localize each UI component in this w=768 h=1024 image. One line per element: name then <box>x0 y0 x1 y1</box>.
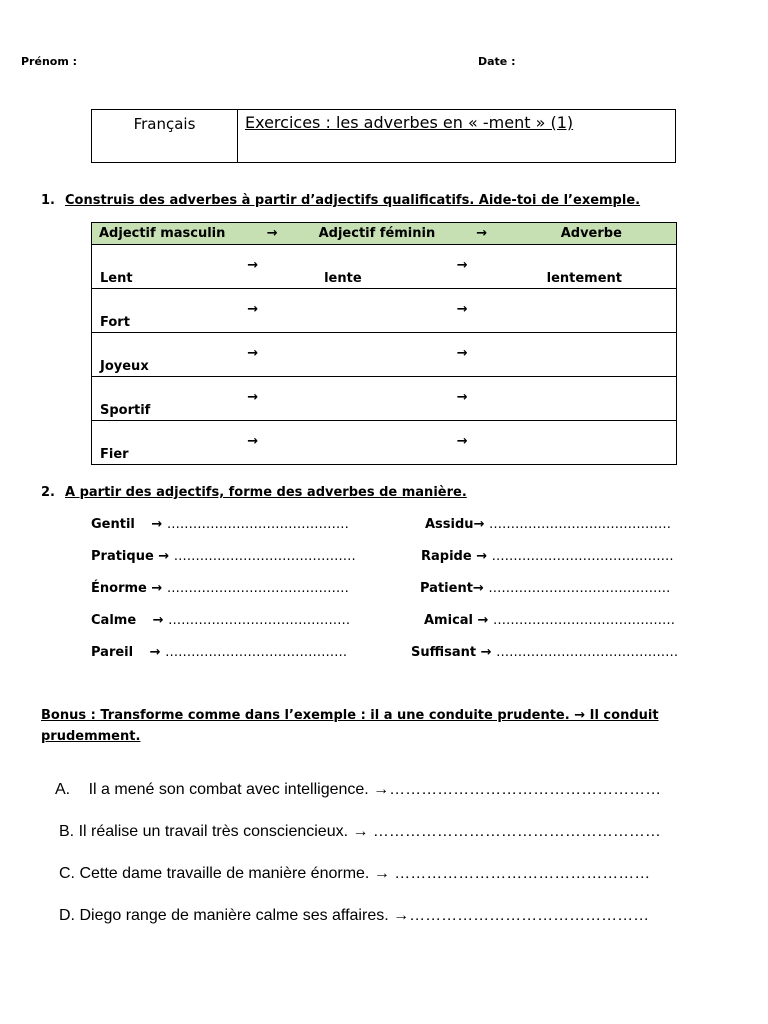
answer-blank[interactable]: …………………………………… <box>166 581 349 596</box>
adjective-label: Gentil <box>91 517 135 532</box>
arrow-icon: → <box>477 613 489 628</box>
feminine-cell[interactable] <box>297 333 457 377</box>
arrow-icon: → <box>476 549 488 564</box>
bonus-instruction: Bonus : Transforme comme dans l’exemple : il a une conduite prudente. → Il conduit prudemment. <box>41 708 659 744</box>
masculine-cell: Fier <box>92 421 248 465</box>
table-row <box>92 245 677 289</box>
answer-blank[interactable]: …………………………………… <box>496 645 679 660</box>
adjective-label: Calme <box>91 613 137 628</box>
list-item <box>91 549 356 564</box>
adverb-cell[interactable] <box>507 421 677 465</box>
adverb-cell: lentement <box>507 245 677 289</box>
answer-blank[interactable]: …………………………………… <box>492 613 675 628</box>
sentence-item <box>59 823 661 841</box>
arrow-icon: → <box>472 581 484 596</box>
sentence-item <box>55 781 661 799</box>
sentence-text[interactable]: Diego range de manière calme ses affaires. →……………………………………… <box>79 907 650 924</box>
arrow-icon: → <box>247 289 297 333</box>
arrow-icon: → <box>457 377 507 421</box>
adjective-label: Assidu <box>425 517 474 532</box>
page-title: Exercices : les adverbes en « -ment » (1) <box>245 113 574 132</box>
sentence-letter: C. <box>59 865 75 882</box>
feminine-cell[interactable] <box>297 421 457 465</box>
adjective-label: Pratique <box>91 549 154 564</box>
list-item <box>420 581 670 596</box>
sentence-item <box>59 907 649 925</box>
adjective-label: Rapide <box>421 549 472 564</box>
table-row <box>92 333 677 377</box>
feminine-cell[interactable] <box>297 289 457 333</box>
list-item <box>91 645 347 660</box>
column-header: Adjectif masculin <box>92 223 248 245</box>
arrow-icon: → <box>457 421 507 465</box>
feminine-cell[interactable] <box>297 377 457 421</box>
arrow-icon: → <box>158 549 170 564</box>
adverb-cell[interactable] <box>507 289 677 333</box>
table-row <box>92 289 677 333</box>
sentence-letter: B. <box>59 823 75 840</box>
masculine-cell: Fort <box>92 289 248 333</box>
sentence-item <box>59 865 650 883</box>
arrow-icon: → <box>247 245 297 289</box>
sentence-text[interactable]: Il réalise un travail très consciencieux. → ……………………………………………… <box>78 823 661 840</box>
arrow-icon: → <box>480 645 492 660</box>
date-label: Date : <box>478 55 516 68</box>
sentence-text[interactable]: Il a mené son combat avec intelligence. →…………………………………………… <box>88 781 662 798</box>
list-item <box>424 613 675 628</box>
subject-label: Français <box>92 110 238 162</box>
adjective-label: Pareil <box>91 645 134 660</box>
sentence-letter: A. <box>55 781 71 798</box>
answer-blank[interactable]: …………………………………… <box>168 613 351 628</box>
sentence-letter: D. <box>59 907 75 924</box>
arrow-icon: → <box>151 581 163 596</box>
exercise1-instruction: Construis des adverbes à partir d’adjectifs qualificatifs. Aide-toi de l’exemple. <box>65 193 641 208</box>
masculine-cell: Lent <box>92 245 248 289</box>
answer-blank[interactable]: …………………………………… <box>489 517 671 532</box>
arrow-icon: → <box>457 223 507 245</box>
adjective-label: Énorme <box>91 581 147 596</box>
title-box <box>91 109 676 163</box>
list-item <box>91 581 349 596</box>
arrow-icon: → <box>457 289 507 333</box>
list-item <box>421 549 674 564</box>
arrow-icon: → <box>247 421 297 465</box>
list-item <box>91 613 350 628</box>
answer-blank[interactable]: …………………………………… <box>165 645 348 660</box>
answer-blank[interactable]: …………………………………… <box>488 581 671 596</box>
answer-blank[interactable]: …………………………………… <box>166 517 349 532</box>
arrow-icon: → <box>151 517 163 532</box>
list-item <box>91 517 349 532</box>
list-item <box>425 517 671 532</box>
prenom-label: Prénom : <box>21 55 78 68</box>
exercise1-number: 1. <box>41 193 55 208</box>
answer-blank[interactable]: …………………………………… <box>491 549 674 564</box>
arrow-icon: → <box>247 223 297 245</box>
table-row <box>92 377 677 421</box>
adverb-cell[interactable] <box>507 333 677 377</box>
answer-blank[interactable]: …………………………………… <box>173 549 356 564</box>
arrow-icon: → <box>457 333 507 377</box>
table-header-row <box>92 223 677 245</box>
exercise2-instruction: A partir des adjectifs, forme des adverbes de manière. <box>65 485 467 500</box>
arrow-icon: → <box>473 517 485 532</box>
list-item <box>411 645 678 660</box>
arrow-icon: → <box>152 613 164 628</box>
sentence-text[interactable]: Cette dame travaille de manière énorme. → ………………………………………… <box>79 865 651 882</box>
masculine-cell: Sportif <box>92 377 248 421</box>
adjective-table <box>91 222 677 465</box>
column-header: Adjectif féminin <box>297 223 457 245</box>
adverb-cell[interactable] <box>507 377 677 421</box>
arrow-icon: → <box>247 377 297 421</box>
table-row <box>92 421 677 465</box>
adjective-label: Amical <box>424 613 473 628</box>
column-header: Adverbe <box>507 223 677 245</box>
exercise2-number: 2. <box>41 485 55 500</box>
adjective-label: Patient <box>420 581 473 596</box>
arrow-icon: → <box>149 645 161 660</box>
masculine-cell: Joyeux <box>92 333 248 377</box>
arrow-icon: → <box>247 333 297 377</box>
adjective-label: Suffisant <box>411 645 477 660</box>
feminine-cell: lente <box>297 245 457 289</box>
arrow-icon: → <box>457 245 507 289</box>
